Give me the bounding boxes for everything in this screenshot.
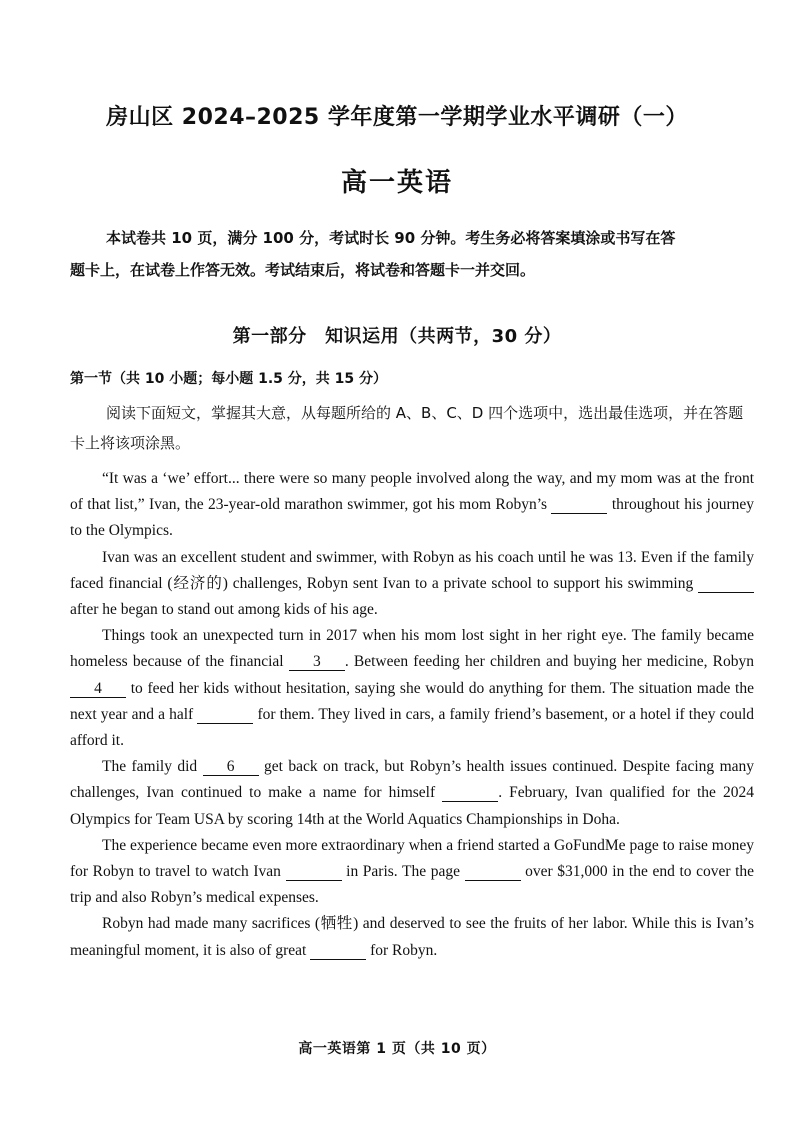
exam-notice bbox=[70, 222, 750, 286]
section-instruction bbox=[70, 398, 754, 458]
passage-paragraph-6 bbox=[70, 911, 754, 963]
paragraph-5-text-c: over $31,000 in the end to cover the trip and also Robyn’s medical expenses. bbox=[70, 863, 755, 907]
paragraph-6-text-b: for Robyn. bbox=[370, 941, 438, 959]
answer-blank-8 bbox=[286, 864, 342, 881]
paragraph-4-text-c: . February, Ivan qualified for the 2024 Olympics for Team USA by scoring 14th at the World Aquatics Championships in Doha. bbox=[70, 784, 754, 828]
passage-paragraph-5 bbox=[70, 833, 754, 912]
paragraph-4-text-a: The family did bbox=[102, 758, 198, 776]
passage-paragraph-1 bbox=[70, 466, 754, 545]
exam-subject: 高一英语 bbox=[340, 168, 453, 198]
part-title: 第一部分 知识运用（共两节，30 分） bbox=[232, 326, 562, 347]
paragraph-2-text-a: Ivan was an excellent student and swimmer, with Robyn as his coach until he was 13. Even if the family faced financial (经济的) challenges, Robyn sent Ivan to a private school to support his swimming bbox=[70, 548, 754, 592]
passage-paragraph-2 bbox=[70, 545, 754, 624]
answer-blank-1 bbox=[551, 497, 607, 514]
page-footer: 高一英语第 1 页（共 10 页） bbox=[298, 1041, 496, 1057]
instruction-text: 阅读下面短文，掌握其大意，从每题所给的 A、B、C、D 四个选项中，选出最佳选项，并在答题卡上将该项涂黑。 bbox=[70, 404, 744, 452]
answer-blank-6: 6 bbox=[203, 759, 259, 776]
paragraph-1-text-a: “It was a ‘we’ effort... there were so many people involved along the way, and my mom was at the front of that list,” Ivan, the 23-year-old marathon swimmer, got his mom Robyn’s bbox=[70, 470, 754, 514]
paragraph-3-text-c: to feed her kids without hesitation, saying she would do anything for them. The situation made the next year and a half bbox=[70, 679, 754, 723]
answer-blank-3: 3 bbox=[289, 654, 345, 671]
passage-paragraph-3 bbox=[70, 623, 754, 754]
section-title: 第一节（共 10 小题；每小题 1.5 分，共 15 分） bbox=[70, 371, 388, 387]
reading-passage bbox=[70, 466, 754, 964]
notice-line-1: 本试卷共 10 页，满分 100 分，考试时长 90 分钟。考生务必将答案填涂或书写在答 bbox=[106, 229, 676, 247]
paragraph-5-text-b: in Paris. The page bbox=[346, 863, 460, 881]
paragraph-4-text-b: get back on track, but Robyn’s health issues continued. Despite facing many challenges, Ivan continued to make a name for himself bbox=[70, 758, 755, 802]
answer-blank-7 bbox=[442, 785, 498, 802]
passage-paragraph-4 bbox=[70, 754, 754, 833]
paragraph-6-text-a: Robyn had made many sacrifices (牺牲) and deserved to see the fruits of her labor. While this is Ivan’s meaningful moment, it is also of great bbox=[70, 915, 754, 959]
answer-blank-2 bbox=[698, 576, 754, 593]
paragraph-5-text-a: The experience became even more extraordinary when a friend started a GoFundMe page to raise money for Robyn to travel to watch Ivan bbox=[70, 836, 754, 881]
paragraph-3-text-b: . Between feeding her children and buying her medicine, Robyn bbox=[344, 653, 755, 671]
paragraph-1-text-b: throughout his journey to the Olympics. bbox=[70, 496, 755, 540]
exam-title: 房山区 2024–2025 学年度第一学期学业水平调研（一） bbox=[106, 105, 688, 130]
paragraph-3-text-d: for them. They lived in cars, a family friend’s basement, or a hotel if they could afford it. bbox=[70, 705, 755, 750]
answer-blank-10 bbox=[310, 943, 366, 960]
answer-blank-4: 4 bbox=[70, 681, 126, 698]
answer-blank-9 bbox=[465, 864, 521, 881]
paragraph-3-text-a: Things took an unexpected turn in 2017 when his mom lost sight in her right eye. The family became homeless because of the financial bbox=[70, 627, 754, 671]
answer-blank-5 bbox=[197, 707, 253, 724]
paragraph-2-text-b: after he began to stand out among kids of his age. bbox=[70, 601, 378, 619]
notice-line-2: 题卡上，在试卷上作答无效。考试结束后，将试卷和答题卡一并交回。 bbox=[70, 261, 536, 279]
